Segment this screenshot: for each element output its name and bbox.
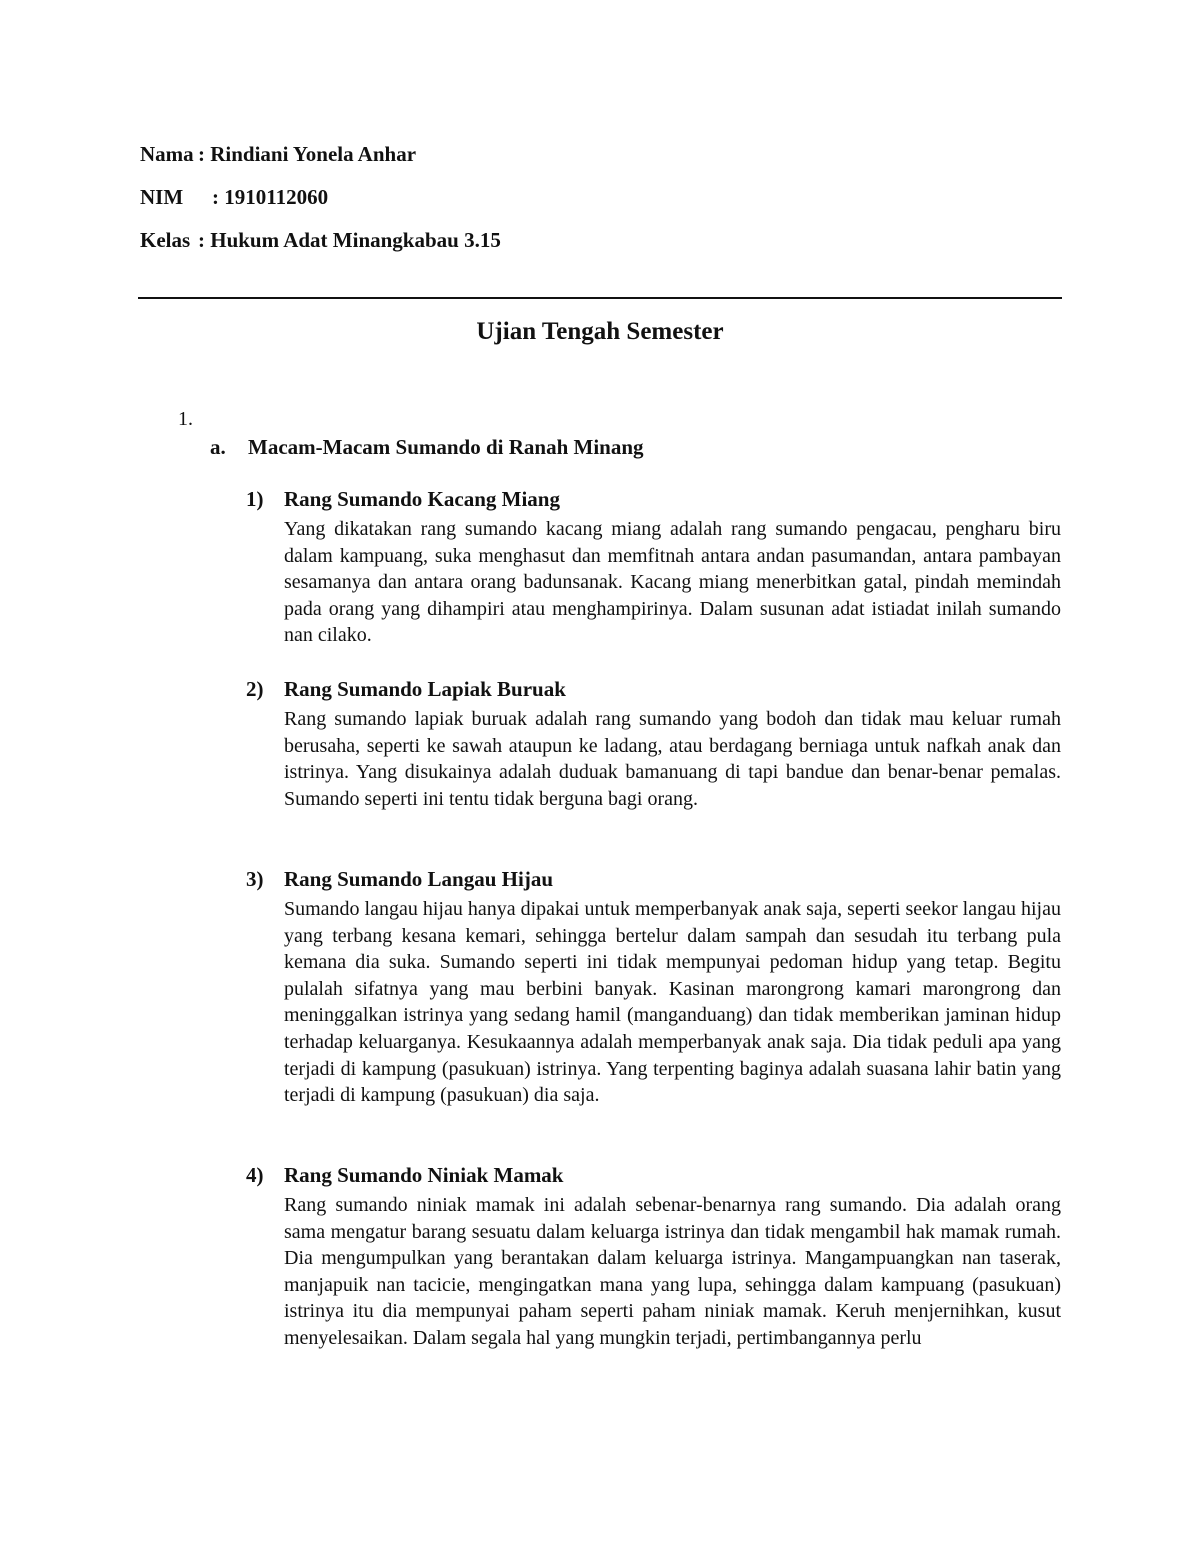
item-title: Rang Sumando Langau Hijau	[284, 867, 554, 891]
list-item-niniak-mamak	[246, 1163, 1061, 1352]
item-number: 4)	[246, 1163, 264, 1187]
item-title: Rang Sumando Lapiak Buruak	[284, 677, 566, 701]
item-number: 3)	[246, 867, 264, 891]
item-paragraph: Rang sumando niniak mamak ini adalah sebenar-benarnya rang sumando. Dia adalah orang sama mengatur barang sesuatu dalam keluarga istrinya dan tidak mengambil hak mamak rumah. Dia mengumpulkan yang berantakan dalam keluarga istrinya. Mangampuangkan nan taserak, manjapuik nan tacicie, mengingatkan mana yang lupa, sehingga dalam kampuang (pasukuan) istrinya itu dia mempunyai paham seperti paham niniak mamak. Keruh menjernihkan, kusut menyelesaikan. Dalam segala hal yang mungkin terjadi, pertimbangannya perlu	[284, 1194, 1061, 1349]
list-item-lapiak-buruak	[246, 677, 1061, 812]
class-label: Kelas	[140, 228, 191, 252]
item-heading	[246, 487, 1061, 516]
item-paragraph: Sumando langau hijau hanya dipakai untuk memperbanyak anak saja, seperti seekor langau hijau yang terbang kesana kemari, sehingga bertelur dalam sampah dan sesudah itu terbang pula kemana dia suka. Sumando seperti ini tidak mempunyai pedoman hidup yang tetap. Begitu pulalah sifatnya yang mau berbini banyak. Kasinan marongrong kamari marongrong dan meninggalkan istrinya yang sedang hamil (manganduang) dan tidak memberikan jaminan hidup terhadap keluarganya. Kesukaannya adalah memperbanyak anak saja. Dia tidak peduli apa yang terjadi di kampung (pasukuan) istrinya. Yang terpenting baginya adalah suasana lahir batin yang terjadi di kampung (pasukuan) dia saja.	[284, 898, 1061, 1107]
item-title: Rang Sumando Kacang Miang	[284, 487, 560, 511]
question-number: 1.	[178, 408, 193, 430]
page-title: Ujian Tengah Semester	[476, 318, 724, 345]
name-row	[140, 142, 501, 185]
nim-row	[140, 185, 501, 228]
student-info	[140, 142, 501, 271]
item-heading	[246, 867, 1061, 896]
list-item-kacang-miang	[246, 487, 1061, 649]
item-title: Rang Sumando Niniak Mamak	[284, 1163, 564, 1187]
class-row	[140, 228, 501, 271]
nim-value: : 1910112060	[212, 185, 329, 209]
section-letter: a.	[210, 435, 226, 459]
name-value: : Rindiani Yonela Anhar	[198, 142, 417, 166]
item-number: 2)	[246, 677, 264, 701]
nim-label: NIM	[140, 185, 184, 209]
item-paragraph: Rang sumando lapiak buruak adalah rang sumando yang bodoh dan tidak mau keluar rumah berusaha, seperti ke sawah ataupun ke ladang, atau berdagang berniaga untuk nafkah anak dan istrinya. Yang disukainya adalah duduak bamanuang di tapi bandue dan benar-benar pemalas. Sumando seperti ini tentu tidak berguna bagi orang.	[284, 708, 1061, 810]
section-heading	[210, 435, 644, 460]
section-title: Macam-Macam Sumando di Ranah Minang	[248, 435, 644, 459]
list-item-langau-hijau	[246, 867, 1061, 1109]
name-label: Nama	[140, 142, 194, 166]
item-paragraph: Yang dikatakan rang sumando kacang miang adalah rang sumando pengacau, pengharu biru dalam kampuang, suka menghasut dan memfitnah antara andan pasumandan, antara pambayan sesamanya dan antara orang badunsanak. Kacang miang menerbitkan gatal, pindah memindah pada orang yang dihampiri atau menghampirinya. Dalam susunan adat istiadat inilah sumando nan cilako.	[284, 518, 1061, 647]
item-heading	[246, 1163, 1061, 1192]
item-heading	[246, 677, 1061, 706]
item-number: 1)	[246, 487, 264, 511]
class-value: : Hukum Adat Minangkabau 3.15	[198, 228, 501, 252]
horizontal-divider	[138, 297, 1062, 299]
